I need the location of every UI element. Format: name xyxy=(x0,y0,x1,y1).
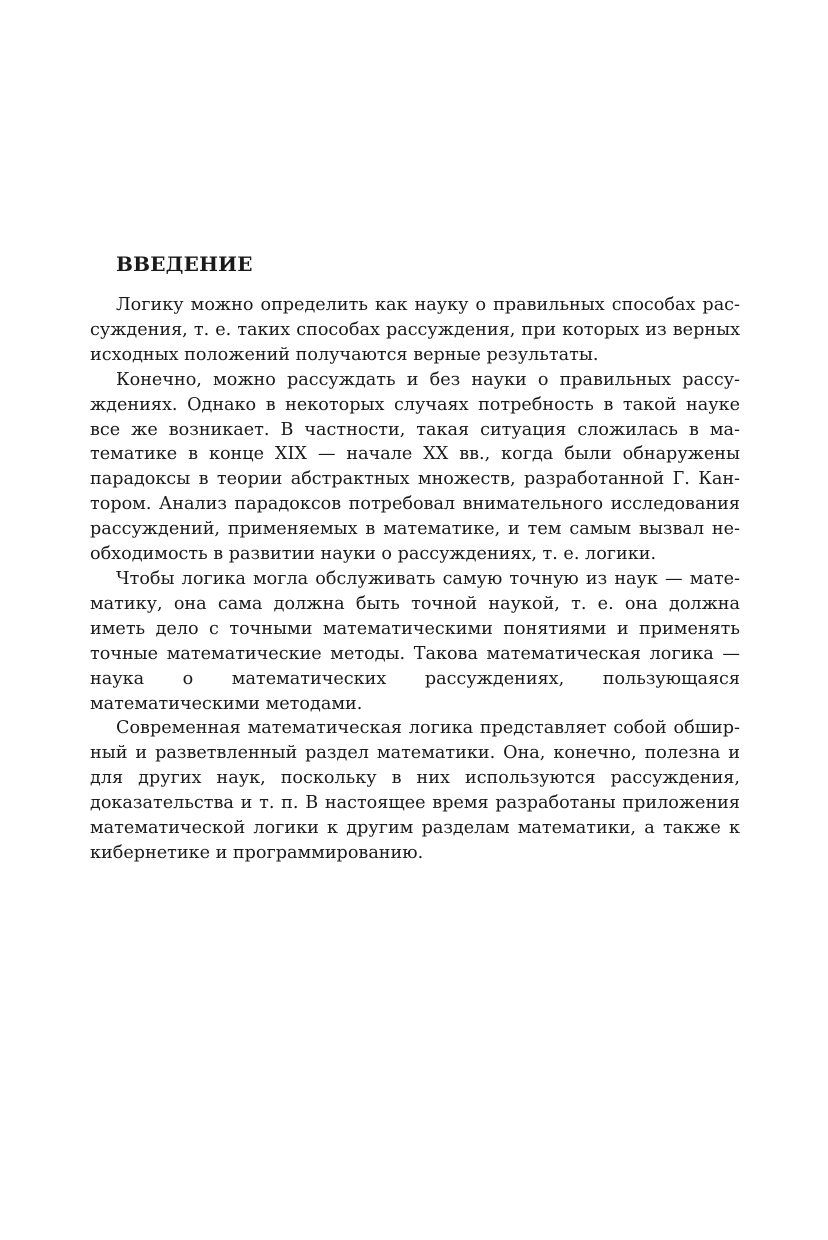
section-heading: ВВЕДЕНИЕ xyxy=(116,252,253,276)
text-block xyxy=(90,252,740,866)
paragraph-4: Современная математическая логика представляет собой обширный и разветвленный раздел математики. Она, конечно, полезна и для других наук, поскольку в них используются рассуждения, доказательства и т. п. В настоящее время разработаны приложения математической логики к другим разделам математики, а также к кибернетике и программированию. xyxy=(90,718,740,863)
paragraph-1: Логику можно определить как науку о правильных способах рассуждения, т. е. таких способах рассуждения, при которых из верных исходных положений получаются верные результаты. xyxy=(90,295,740,365)
paragraph-3: Чтобы логика могла обслуживать самую точную из наук — математику, она сама должна быть точной наукой, т. е. она должна иметь дело с точными математическими понятиями и применять точные математические методы. Такова математическая логика — наука о математических рассуждениях, пользующаяся математическими методами. xyxy=(90,568,740,714)
paragraph-2: Конечно, можно рассуждать и без науки о правильных рассуждениях. Однако в некоторых случаях потребность в такой науке все же возникает. В частности, такая ситуация сложилась в математике в конце XIX — начале XX вв., когда были обнаружены парадоксы в теории абстрактных множеств, разработанной Г. Кантором. Анализ парадоксов потребовал внимательного исследования рассуждений, применяемых в математике, и тем самым вызвал необходимость в развитии науки о рассуждениях, т. е. логики. xyxy=(90,369,740,565)
